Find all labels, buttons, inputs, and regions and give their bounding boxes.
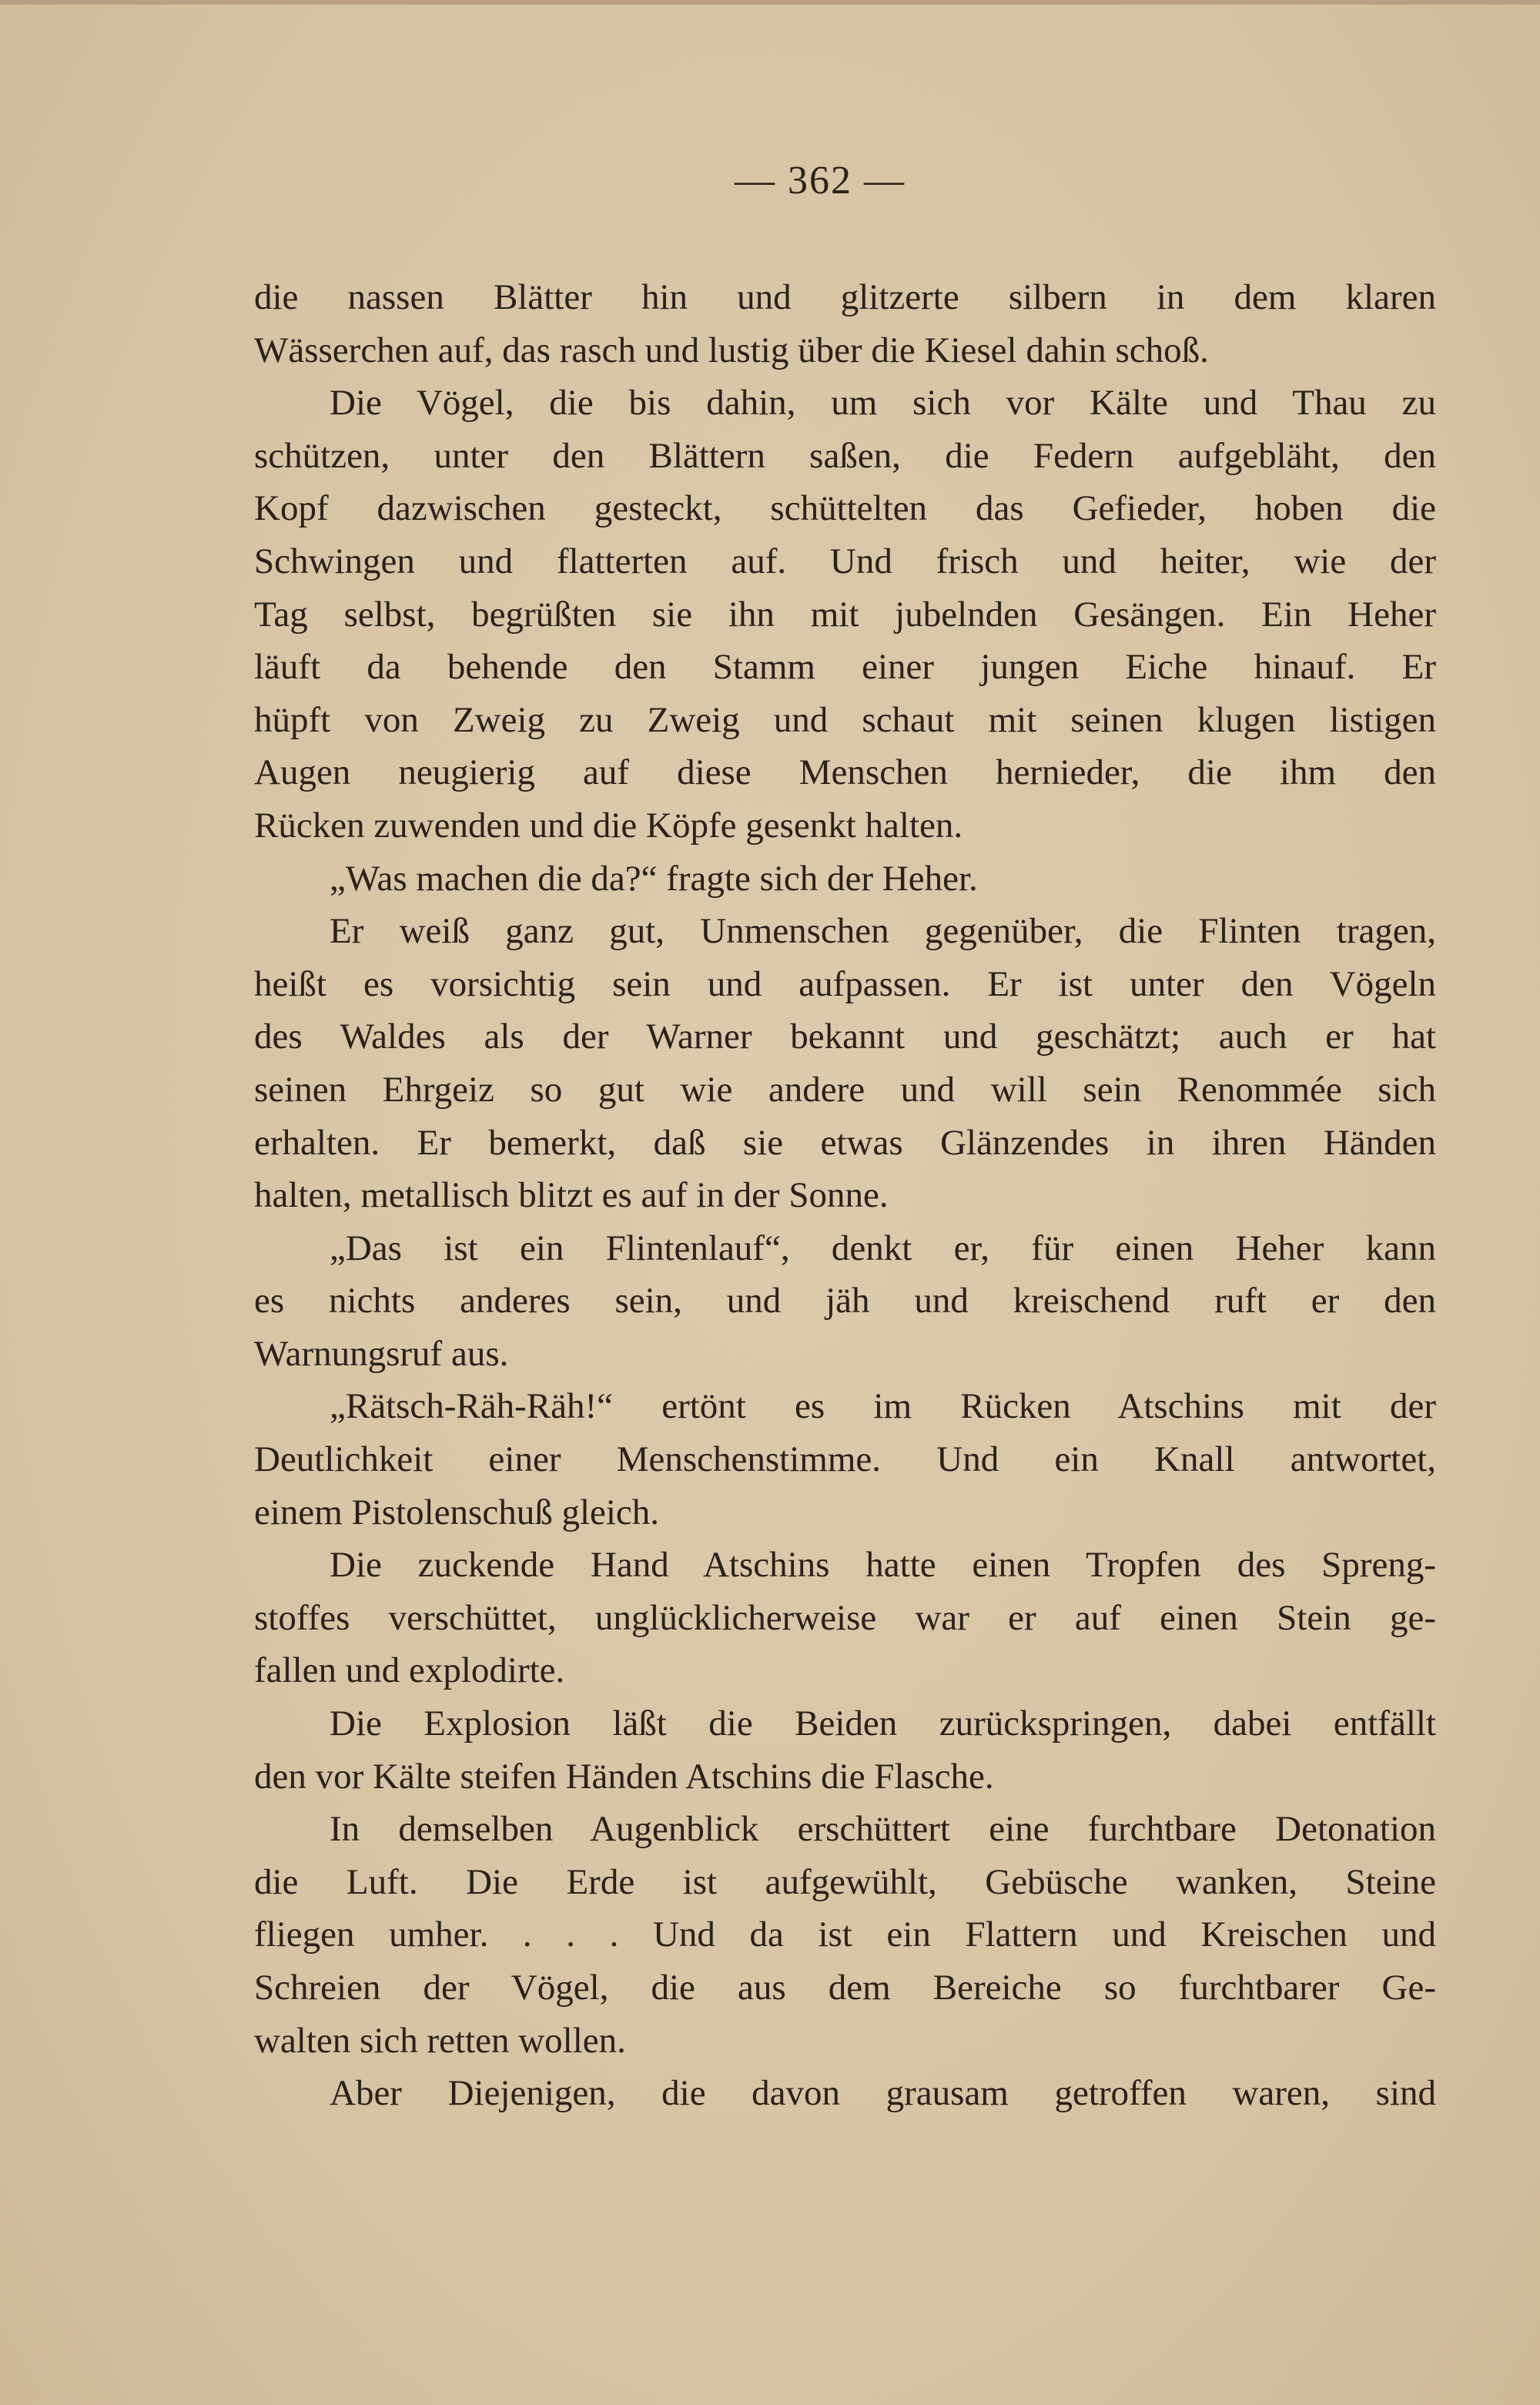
text-line: Aber Diejenigen, die davon grausam getroffen waren, sind bbox=[330, 2073, 1436, 2114]
page-number: — 362 — bbox=[735, 159, 906, 203]
paragraph bbox=[254, 1222, 1436, 1381]
text-line: läuft da behende den Stamm einer jungen Eiche hinauf. Er bbox=[254, 647, 1436, 688]
page-top-edge bbox=[0, 0, 1540, 5]
paragraph bbox=[254, 1380, 1436, 1539]
text-line: einem Pistolenschuß gleich. bbox=[254, 1492, 660, 1532]
text-line: erhalten. Er bemerkt, daß sie etwas Glänzendes in ihren Händen bbox=[254, 1122, 1436, 1163]
body-text bbox=[254, 271, 1436, 2120]
text-line: walten sich retten wollen. bbox=[254, 2020, 626, 2061]
text-line: „Das ist ein Flintenlauf“, denkt er, für einen Heher kann bbox=[330, 1228, 1436, 1268]
text-line: Schreien der Vögel, die aus dem Bereiche so furchtbarer Ge- bbox=[254, 1968, 1436, 2008]
text-line: Warnungsruf aus. bbox=[254, 1333, 509, 1374]
text-line: Rücken zuwenden und die Köpfe gesenkt halten. bbox=[254, 805, 963, 846]
text-line: die nassen Blätter hin und glitzerte silbern in dem klaren bbox=[254, 277, 1436, 317]
text-line: stoffes verschüttet, unglücklicherweise war er auf einen Stein ge- bbox=[254, 1597, 1436, 1638]
text-line: fliegen umher. . . . Und da ist ein Flattern und Kreischen und bbox=[254, 1914, 1436, 1955]
text-line: Die Vögel, die bis dahin, um sich vor Kälte und Thau zu bbox=[330, 383, 1436, 424]
text-line: Kopf dazwischen gesteckt, schüttelten das Gefieder, hoben die bbox=[254, 488, 1436, 529]
text-line: seinen Ehrgeiz so gut wie andere und will sein Renommée sich bbox=[254, 1069, 1436, 1110]
text-line: Er weiß ganz gut, Unmenschen gegenüber, die Flinten tragen, bbox=[330, 911, 1436, 952]
paragraph bbox=[254, 1697, 1436, 1803]
text-line: „Was machen die da?“ fragte sich der Heher. bbox=[330, 858, 978, 899]
text-line: schützen, unter den Blättern saßen, die Federn aufgebläht, den bbox=[254, 435, 1436, 476]
text-line: Schwingen und flatterten auf. Und frisch und heiter, wie der bbox=[254, 541, 1436, 581]
text-line: In demselben Augenblick erschüttert eine furchtbare Detonation bbox=[330, 1809, 1436, 1850]
paragraph bbox=[254, 377, 1436, 852]
text-line: „Rätsch-Räh-Räh!“ ertönt es im Rücken Atschins mit der bbox=[330, 1386, 1436, 1427]
paragraph bbox=[254, 1803, 1436, 2067]
paragraph bbox=[254, 1539, 1436, 1697]
paragraph bbox=[254, 2067, 1436, 2120]
text-line: Die zuckende Hand Atschins hatte einen Tropfen des Spreng- bbox=[330, 1545, 1436, 1586]
text-line: es nichts anderes sein, und jäh und kreischend ruft er den bbox=[254, 1281, 1436, 1321]
paragraph bbox=[254, 271, 1436, 377]
text-line: fallen und explodirte. bbox=[254, 1650, 565, 1691]
text-line: Tag selbst, begrüßten sie ihn mit jubelnden Gesängen. Ein Heher bbox=[254, 594, 1436, 635]
text-line: Augen neugierig auf diese Menschen hernieder, die ihm den bbox=[254, 752, 1436, 793]
paragraph bbox=[254, 852, 1436, 906]
text-line: Die Explosion läßt die Beiden zurückspringen, dabei entfällt bbox=[330, 1703, 1436, 1744]
text-line: Deutlichkeit einer Menschenstimme. Und ein Knall antwortet, bbox=[254, 1439, 1436, 1480]
paragraph bbox=[254, 905, 1436, 1222]
text-line: Wässerchen auf, das rasch und lustig über die Kiesel dahin schoß. bbox=[254, 330, 1209, 370]
text-line: des Waldes als der Warner bekannt und geschätzt; auch er hat bbox=[254, 1017, 1436, 1057]
text-line: heißt es vorsichtig sein und aufpassen. Er ist unter den Vögeln bbox=[254, 963, 1436, 1004]
text-line: den vor Kälte steifen Händen Atschins die Flasche. bbox=[254, 1756, 994, 1797]
text-line: halten, metallisch blitzt es auf in der Sonne. bbox=[254, 1175, 889, 1216]
text-line: hüpft von Zweig zu Zweig und schaut mit seinen klugen listigen bbox=[254, 699, 1436, 740]
text-line: die Luft. Die Erde ist aufgewühlt, Gebüsche wanken, Steine bbox=[254, 1861, 1436, 1902]
